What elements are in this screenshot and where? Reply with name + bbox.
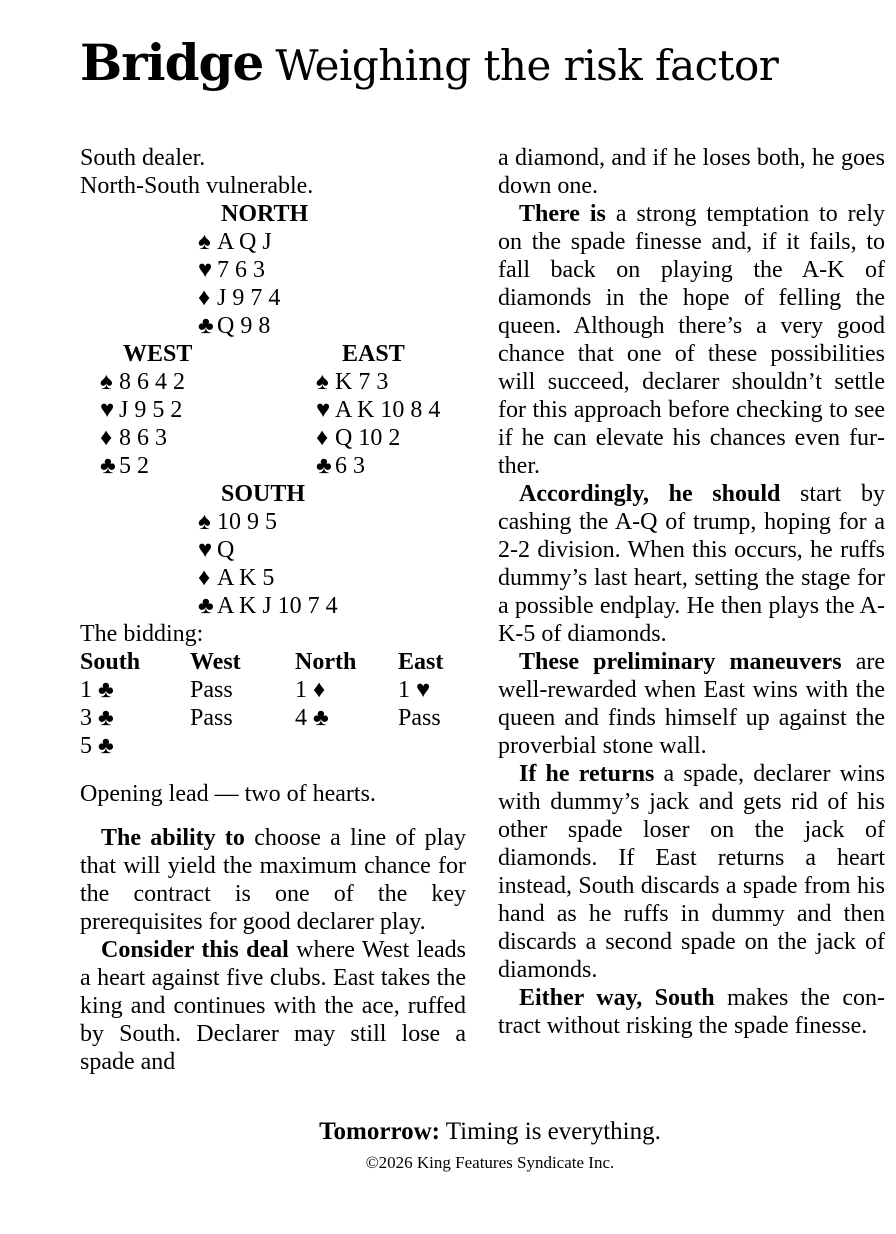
headline-sub: Weighing the risk factor [275,41,779,90]
diamond-icon: ♦ [100,425,113,451]
hand-diagram [80,200,466,759]
diamond-icon: ♦ [198,565,211,591]
bid-cell: 4 ♣ [295,705,329,731]
diamond-icon: ♦ [316,425,329,451]
bid-cell [295,732,398,760]
bid-cell: 1 ♥ [398,677,431,703]
east-spades: ♠ K 7 3 [316,369,389,395]
paragraph: The ability to choose a line of play that will yield the maximum chance for the contract is one of the key prerequisites for good declarer play. [80,825,466,935]
bidding-header: North [295,649,357,675]
east-clubs: ♣ 6 3 [316,453,365,479]
bidding-table [80,648,443,760]
paragraph: These preliminary maneuvers are well-rewarded when East wins with the queen and finds himself up against the proverbial stone wall. [498,649,886,759]
headline-main: Bridge [80,33,264,92]
bid-cell [398,732,443,760]
spade-icon: ♠ [198,509,211,535]
heart-icon: ♥ [198,257,213,283]
bidding-row [80,732,443,760]
west-diamonds: ♦ 8 6 3 [100,425,167,451]
north-clubs: ♣ Q 9 8 [198,313,271,339]
diamond-icon: ♦ [198,285,211,311]
bidding-title: The bidding: [80,621,204,647]
paragraph: If he returns a spade, declarer wins with dummy’s jack and gets rid of his other spade loser on the jack of diamonds. If East returns a heart instead, South discards a spade from his hand as he ruffs in dummy and then discards a second spade on the jack of diamonds. [498,761,885,983]
right-column [498,144,885,1040]
club-icon: ♣ [198,313,214,339]
heart-icon: ♥ [100,397,115,423]
south-label: SOUTH [221,481,306,507]
bid-cell: 1 ♣ [80,677,114,703]
opening-lead: Opening lead — two of hearts. [80,781,376,807]
club-icon: ♣ [100,453,116,479]
bidding-header-row [80,648,443,676]
bidding-header: West [190,649,241,675]
east-label: EAST [342,341,405,367]
bidding-row [80,704,443,732]
bidding-row [80,676,443,704]
vulnerability-line: North-South vulnerable. [80,173,314,199]
north-spades: ♠ A Q J [198,229,272,255]
south-clubs: ♣ A K J 10 7 4 [198,593,338,619]
bid-cell: 5 ♣ [80,733,114,759]
heart-icon: ♥ [316,397,331,423]
paragraph: Either way, South makes the contract without risking the spade finesse. [498,985,885,1039]
bid-cell: Pass [190,705,233,731]
east-diamonds: ♦ Q 10 2 [316,425,401,451]
west-spades: ♠ 8 6 4 2 [100,369,185,395]
bid-cell: Pass [190,677,233,703]
bid-cell: 1 ♦ [295,677,326,703]
bid-cell [190,732,295,760]
west-clubs: ♣ 5 2 [100,453,149,479]
paragraph: a diamond, and if he loses both, he goes down one. [498,145,885,199]
south-spades: ♠ 10 9 5 [198,509,277,535]
copyright: ©2026 King Features Syndicate Inc. [365,1153,615,1172]
east-hearts: ♥ A K 10 8 4 [316,397,441,423]
club-icon: ♣ [316,453,332,479]
left-column [80,144,466,1076]
spade-icon: ♠ [316,369,329,395]
bid-cell: Pass [398,705,441,731]
paragraph: Consider this deal where West leads a heart against five clubs. East takes the king and continues with the ace, ruffed by South. Declarer may still lose a spade and [80,937,466,1075]
dealer-line: South dealer. [80,145,206,171]
south-hearts: ♥ Q [198,537,235,563]
paragraph: Accordingly, he should start by cashing the A-Q of trump, hoping for a 2-2 division. When this occurs, he ruffs dummy’s last heart, setting the stage for a possible endplay. He then plays the A-K-5 of diamonds. [498,481,885,647]
tomorrow-teaser: Tomorrow: Timing is everything. [319,1118,661,1145]
bidding-table-wrap [80,648,443,760]
west-label: WEST [123,341,193,367]
paragraph: There is a strong temptation to rely on the spade finesse and, if it fails, to fall back on playing the A-K of diamonds in the hope of felling the queen. Although there’s a very good chance that one of these possibilities will succeed, declarer shouldn’t settle for this approach before checking to see if he can elevate his chances even further. [498,201,885,479]
north-hearts: ♥ 7 6 3 [198,257,265,283]
bidding-header: South [80,649,141,675]
south-diamonds: ♦ A K 5 [198,565,275,591]
club-icon: ♣ [198,593,214,619]
bidding-header: East [398,649,444,675]
headline [80,33,779,92]
north-diamonds: ♦ J 9 7 4 [198,285,281,311]
bid-cell: 3 ♣ [80,705,114,731]
spade-icon: ♠ [100,369,113,395]
heart-icon: ♥ [198,537,213,563]
north-label: NORTH [221,201,309,227]
west-hearts: ♥ J 9 5 2 [100,397,183,423]
spade-icon: ♠ [198,229,211,255]
